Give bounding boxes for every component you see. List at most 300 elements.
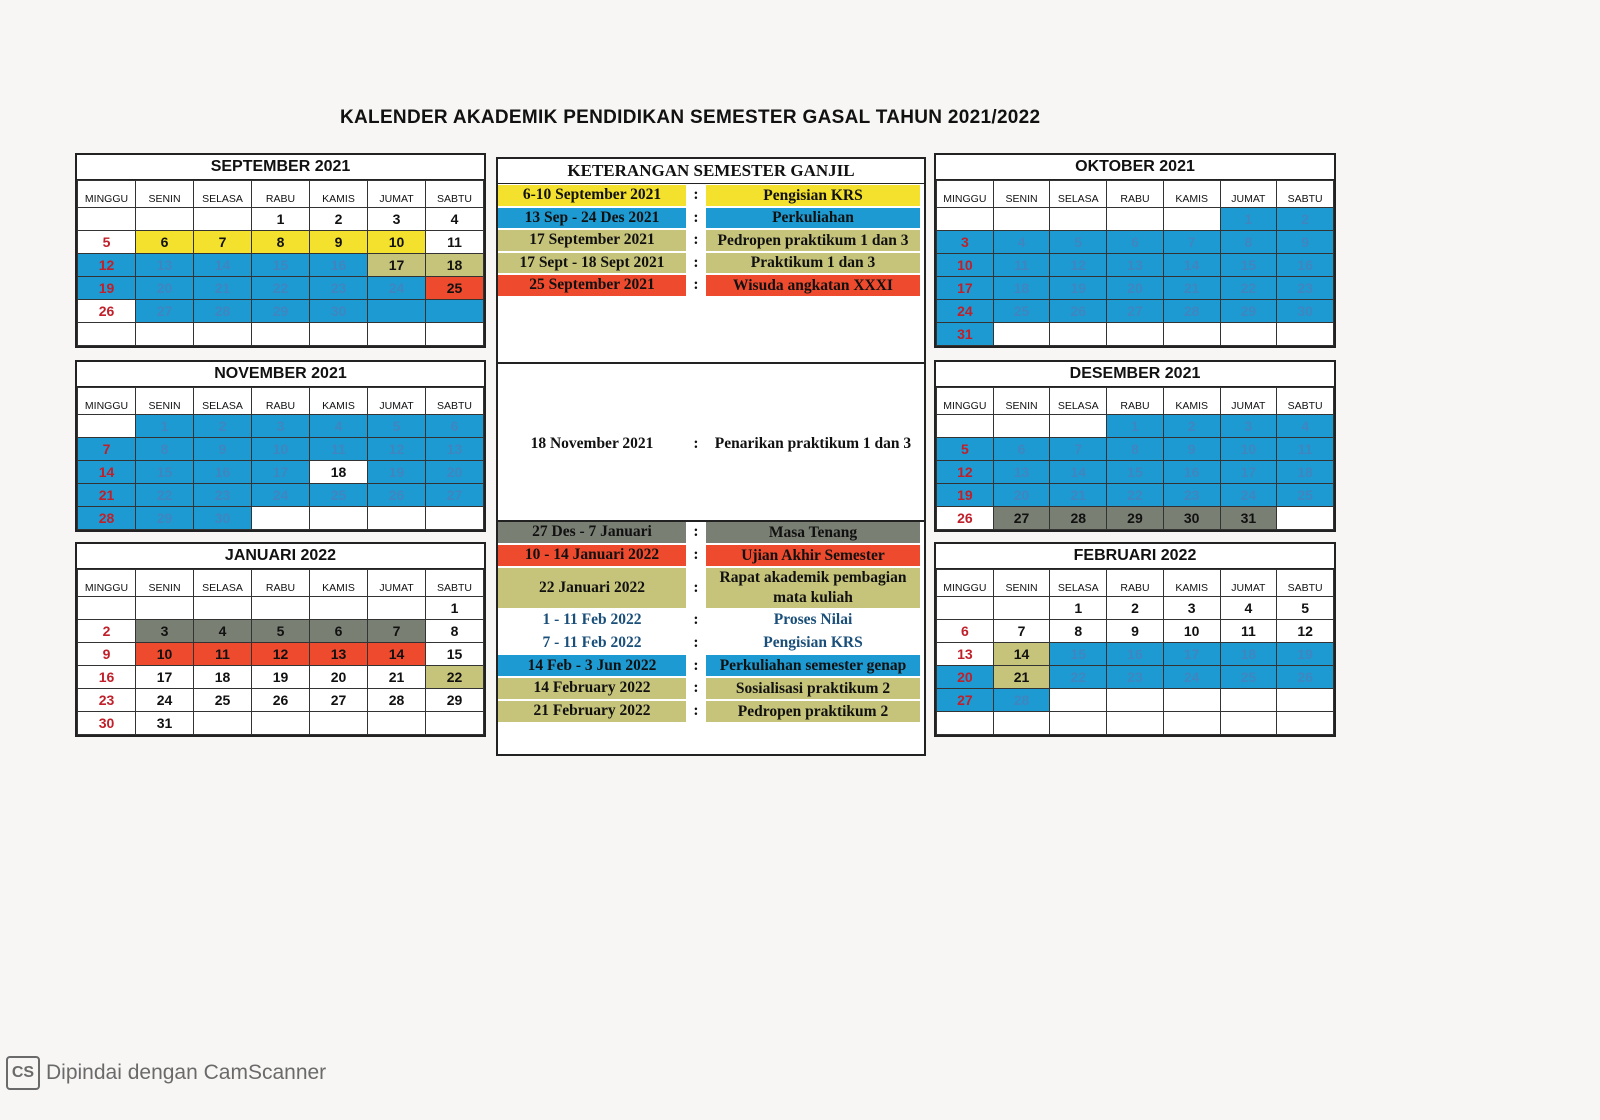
day-cell (310, 597, 368, 620)
day-cell (993, 208, 1050, 231)
legend-title: KETERANGAN SEMESTER GANJIL (498, 159, 924, 184)
day-cell: 21 (1163, 277, 1220, 300)
day-cell (310, 507, 368, 530)
month-title: JANUARI 2022 (77, 544, 484, 569)
day-cell: 17 (368, 254, 426, 277)
day-cell: 30 (310, 300, 368, 323)
month-grid (77, 387, 484, 530)
weekday-header-row (78, 181, 484, 208)
day-cell (1050, 712, 1107, 735)
day-cell: 5 (78, 231, 136, 254)
day-cell: 4 (310, 415, 368, 438)
day-cell (1163, 323, 1220, 346)
day-cell: 30 (194, 507, 252, 530)
day-cell: 29 (426, 689, 484, 712)
day-cell: 19 (1050, 277, 1107, 300)
day-cell: 10 (1220, 438, 1277, 461)
weekday-header: MINGGU (937, 570, 994, 597)
weekday-header: MINGGU (78, 570, 136, 597)
day-cell (993, 415, 1050, 438)
day-cell (1050, 208, 1107, 231)
legend-event: Praktikum 1 dan 3 (706, 253, 920, 274)
day-cell: 28 (993, 689, 1050, 712)
day-cell: 22 (426, 666, 484, 689)
month-title: FEBRUARI 2022 (936, 544, 1334, 569)
day-cell: 1 (1107, 415, 1164, 438)
legend-row (498, 632, 924, 653)
day-cell: 6 (310, 620, 368, 643)
day-cell: 1 (1220, 208, 1277, 231)
week-row (937, 666, 1334, 689)
day-cell: 17 (252, 461, 310, 484)
day-cell: 31 (136, 712, 194, 735)
weekday-header: SELASA (194, 570, 252, 597)
legend-date: 13 Sep - 24 Des 2021 (498, 208, 686, 229)
day-cell: 2 (1163, 415, 1220, 438)
day-cell (1220, 323, 1277, 346)
day-cell: 9 (194, 438, 252, 461)
day-cell: 23 (1163, 484, 1220, 507)
week-row (937, 323, 1334, 346)
legend-row (498, 568, 924, 608)
day-cell: 11 (993, 254, 1050, 277)
legend-date: 17 September 2021 (498, 230, 686, 251)
weekday-header: RABU (1107, 181, 1164, 208)
day-cell (993, 712, 1050, 735)
day-cell: 6 (426, 415, 484, 438)
week-row (937, 300, 1334, 323)
day-cell: 21 (194, 277, 252, 300)
day-cell: 16 (1163, 461, 1220, 484)
day-cell: 12 (252, 643, 310, 666)
day-cell (1220, 712, 1277, 735)
day-cell (252, 712, 310, 735)
day-cell: 26 (368, 484, 426, 507)
day-cell (78, 597, 136, 620)
day-cell: 15 (252, 254, 310, 277)
weekday-header: JUMAT (1220, 570, 1277, 597)
day-cell: 13 (426, 438, 484, 461)
day-cell: 21 (368, 666, 426, 689)
day-cell (136, 323, 194, 346)
month-grid (936, 569, 1334, 735)
day-cell (252, 323, 310, 346)
day-cell: 16 (1277, 254, 1334, 277)
week-row (937, 484, 1334, 507)
day-cell (194, 712, 252, 735)
day-cell (78, 208, 136, 231)
day-cell: 27 (136, 300, 194, 323)
weekday-header: KAMIS (310, 570, 368, 597)
legend-colon: : (693, 679, 699, 697)
legend-date: 25 September 2021 (498, 275, 686, 296)
day-cell: 4 (993, 231, 1050, 254)
camscanner-logo-icon: CS (6, 1056, 40, 1090)
legend-colon: : (693, 633, 699, 651)
weekday-header: SABTU (1277, 388, 1334, 415)
day-cell: 12 (937, 461, 994, 484)
day-cell: 28 (78, 507, 136, 530)
week-row (78, 689, 484, 712)
day-cell: 13 (993, 461, 1050, 484)
day-cell: 24 (937, 300, 994, 323)
calendar-februari-2022 (934, 542, 1336, 737)
day-cell: 1 (1050, 597, 1107, 620)
weekday-header: SELASA (1050, 181, 1107, 208)
day-cell: 27 (993, 507, 1050, 530)
calendar-november-2021 (75, 360, 486, 532)
month-title: SEPTEMBER 2021 (77, 155, 484, 180)
day-cell: 10 (937, 254, 994, 277)
day-cell (368, 712, 426, 735)
day-cell: 22 (1220, 277, 1277, 300)
weekday-header: SENIN (993, 570, 1050, 597)
legend-row (498, 230, 924, 251)
day-cell: 7 (1163, 231, 1220, 254)
weekday-header: SELASA (1050, 570, 1107, 597)
day-cell: 15 (426, 643, 484, 666)
day-cell: 23 (194, 484, 252, 507)
watermark-text: Dipindai dengan CamScanner (46, 1061, 327, 1084)
legend-colon: : (693, 610, 699, 628)
week-row (937, 254, 1334, 277)
day-cell: 16 (78, 666, 136, 689)
legend-event: Masa Tenang (706, 522, 920, 543)
day-cell: 21 (993, 666, 1050, 689)
legend-date: 17 Sept - 18 Sept 2021 (498, 253, 686, 274)
day-cell (426, 507, 484, 530)
day-cell: 23 (310, 277, 368, 300)
day-cell: 19 (78, 277, 136, 300)
legend-colon: : (693, 186, 699, 204)
weekday-header-row (937, 570, 1334, 597)
day-cell: 16 (1107, 643, 1164, 666)
week-row (78, 323, 484, 346)
legend-event: Pengisian KRS (763, 634, 863, 652)
day-cell: 2 (1107, 597, 1164, 620)
day-cell: 25 (426, 277, 484, 300)
day-cell: 7 (993, 620, 1050, 643)
day-cell (252, 507, 310, 530)
calendar-desember-2021 (934, 360, 1336, 532)
day-cell: 1 (136, 415, 194, 438)
day-cell: 19 (368, 461, 426, 484)
legend-row (498, 253, 924, 274)
day-cell (194, 208, 252, 231)
legend-row (498, 678, 924, 699)
weekday-header-row (78, 570, 484, 597)
legend-event: Ujian Akhir Semester (706, 545, 920, 566)
legend-event: Pengisian KRS (706, 185, 920, 206)
day-cell: 19 (252, 666, 310, 689)
day-cell: 31 (1220, 507, 1277, 530)
day-cell: 15 (136, 461, 194, 484)
day-cell (1163, 689, 1220, 712)
day-cell: 3 (252, 415, 310, 438)
weekday-header: SABTU (1277, 181, 1334, 208)
weekday-header: JUMAT (368, 181, 426, 208)
day-cell: 10 (368, 231, 426, 254)
legend-divider (498, 362, 924, 364)
weekday-header: JUMAT (368, 388, 426, 415)
day-cell: 9 (310, 231, 368, 254)
week-row (937, 415, 1334, 438)
day-cell: 30 (1163, 507, 1220, 530)
legend-event: Pedropen praktikum 1 dan 3 (706, 230, 920, 251)
weekday-header-row (937, 388, 1334, 415)
day-cell: 17 (937, 277, 994, 300)
day-cell: 23 (78, 689, 136, 712)
day-cell: 17 (1163, 643, 1220, 666)
day-cell: 24 (252, 484, 310, 507)
day-cell: 15 (1107, 461, 1164, 484)
day-cell (1163, 208, 1220, 231)
day-cell (1107, 712, 1164, 735)
day-cell: 22 (1107, 484, 1164, 507)
day-cell (252, 597, 310, 620)
day-cell: 14 (1163, 254, 1220, 277)
day-cell: 7 (1050, 438, 1107, 461)
day-cell: 5 (252, 620, 310, 643)
day-cell: 12 (1050, 254, 1107, 277)
day-cell (937, 597, 994, 620)
weekday-header: KAMIS (1163, 388, 1220, 415)
day-cell: 25 (310, 484, 368, 507)
day-cell: 9 (78, 643, 136, 666)
day-cell: 9 (1107, 620, 1164, 643)
day-cell (1107, 323, 1164, 346)
day-cell: 2 (78, 620, 136, 643)
day-cell: 18 (426, 254, 484, 277)
week-row (937, 231, 1334, 254)
weekday-header: RABU (1107, 388, 1164, 415)
day-cell: 31 (937, 323, 994, 346)
legend-colon: : (693, 276, 699, 294)
weekday-header: SABTU (426, 570, 484, 597)
day-cell: 3 (368, 208, 426, 231)
day-cell: 8 (252, 231, 310, 254)
legend-event: Rapat akademik pembagian mata kuliah (706, 568, 920, 608)
legend-row (498, 275, 924, 296)
day-cell: 7 (368, 620, 426, 643)
day-cell: 3 (1220, 415, 1277, 438)
day-cell: 10 (252, 438, 310, 461)
day-cell: 24 (368, 277, 426, 300)
day-cell: 9 (1163, 438, 1220, 461)
day-cell: 29 (1107, 507, 1164, 530)
legend-row (498, 701, 924, 722)
week-row (937, 277, 1334, 300)
month-grid (77, 180, 484, 346)
legend-event: Sosialisasi praktikum 2 (706, 678, 920, 699)
day-cell: 25 (993, 300, 1050, 323)
month-title: NOVEMBER 2021 (77, 362, 484, 387)
weekday-header: SELASA (1050, 388, 1107, 415)
legend-date: 27 Des - 7 Januari (498, 522, 686, 543)
legend-panel (496, 157, 926, 756)
weekday-header: RABU (1107, 570, 1164, 597)
day-cell (310, 323, 368, 346)
day-cell: 23 (1277, 277, 1334, 300)
legend-event: Penarikan praktikum 1 dan 3 (714, 435, 912, 453)
legend-colon: : (693, 208, 699, 226)
day-cell (368, 507, 426, 530)
day-cell (368, 323, 426, 346)
day-cell: 3 (136, 620, 194, 643)
day-cell: 25 (194, 689, 252, 712)
day-cell: 20 (993, 484, 1050, 507)
day-cell: 28 (1050, 507, 1107, 530)
week-row (78, 597, 484, 620)
weekday-header: RABU (252, 388, 310, 415)
day-cell (426, 323, 484, 346)
day-cell (937, 712, 994, 735)
day-cell: 2 (194, 415, 252, 438)
weekday-header: KAMIS (1163, 570, 1220, 597)
weekday-header: RABU (252, 181, 310, 208)
legend-colon: : (693, 253, 699, 271)
legend-row (498, 185, 924, 206)
day-cell: 28 (368, 689, 426, 712)
day-cell (426, 300, 484, 323)
day-cell: 18 (310, 461, 368, 484)
day-cell (1277, 712, 1334, 735)
legend-event: Proses Nilai (773, 611, 853, 629)
week-row (937, 597, 1334, 620)
week-row (937, 689, 1334, 712)
day-cell: 13 (136, 254, 194, 277)
day-cell: 1 (426, 597, 484, 620)
day-cell: 26 (252, 689, 310, 712)
day-cell: 20 (136, 277, 194, 300)
day-cell (1163, 712, 1220, 735)
legend-date: 1 - 11 Feb 2022 (542, 610, 642, 628)
day-cell (1107, 689, 1164, 712)
day-cell: 16 (310, 254, 368, 277)
day-cell: 15 (1220, 254, 1277, 277)
week-row (78, 300, 484, 323)
day-cell: 1 (252, 208, 310, 231)
day-cell: 18 (993, 277, 1050, 300)
day-cell: 10 (1163, 620, 1220, 643)
day-cell: 9 (1277, 231, 1334, 254)
day-cell: 13 (1107, 254, 1164, 277)
legend-row (498, 610, 924, 631)
day-cell: 8 (1050, 620, 1107, 643)
day-cell: 29 (252, 300, 310, 323)
weekday-header: JUMAT (368, 570, 426, 597)
day-cell (1277, 323, 1334, 346)
day-cell: 17 (1220, 461, 1277, 484)
week-row (78, 415, 484, 438)
day-cell: 20 (937, 666, 994, 689)
day-cell (194, 323, 252, 346)
day-cell (310, 712, 368, 735)
day-cell: 28 (194, 300, 252, 323)
week-row (78, 461, 484, 484)
legend-row (498, 655, 924, 676)
weekday-header: KAMIS (1163, 181, 1220, 208)
day-cell: 22 (1050, 666, 1107, 689)
day-cell: 2 (1277, 208, 1334, 231)
day-cell (136, 597, 194, 620)
day-cell: 26 (1277, 666, 1334, 689)
day-cell: 19 (1277, 643, 1334, 666)
legend-date: 14 February 2022 (498, 678, 686, 699)
legend-date: 6-10 September 2021 (498, 185, 686, 206)
day-cell: 27 (310, 689, 368, 712)
month-grid (936, 387, 1334, 530)
week-row (78, 712, 484, 735)
day-cell (78, 323, 136, 346)
weekday-header: SABTU (426, 181, 484, 208)
month-title: OKTOBER 2021 (936, 155, 1334, 180)
day-cell: 26 (937, 507, 994, 530)
week-row (78, 208, 484, 231)
day-cell: 14 (1050, 461, 1107, 484)
day-cell: 30 (1277, 300, 1334, 323)
camscanner-watermark (6, 1056, 326, 1090)
day-cell: 15 (1050, 643, 1107, 666)
day-cell: 18 (1220, 643, 1277, 666)
day-cell: 25 (1277, 484, 1334, 507)
day-cell: 11 (426, 231, 484, 254)
day-cell: 16 (194, 461, 252, 484)
week-row (78, 484, 484, 507)
day-cell (993, 323, 1050, 346)
legend-colon: : (693, 231, 699, 249)
day-cell: 18 (194, 666, 252, 689)
weekday-header: MINGGU (937, 181, 994, 208)
day-cell: 2 (310, 208, 368, 231)
day-cell: 11 (194, 643, 252, 666)
day-cell: 5 (1050, 231, 1107, 254)
day-cell: 29 (1220, 300, 1277, 323)
day-cell: 14 (368, 643, 426, 666)
day-cell: 7 (78, 438, 136, 461)
day-cell (1050, 323, 1107, 346)
day-cell: 22 (252, 277, 310, 300)
weekday-header: SENIN (136, 388, 194, 415)
day-cell: 17 (136, 666, 194, 689)
month-grid (77, 569, 484, 735)
day-cell: 12 (368, 438, 426, 461)
day-cell: 3 (937, 231, 994, 254)
day-cell: 14 (194, 254, 252, 277)
legend-date: 18 November 2021 (530, 435, 654, 452)
week-row (78, 277, 484, 300)
calendar-oktober-2021 (934, 153, 1336, 348)
day-cell: 4 (1220, 597, 1277, 620)
week-row (937, 461, 1334, 484)
day-cell (1220, 689, 1277, 712)
day-cell: 6 (937, 620, 994, 643)
day-cell: 4 (426, 208, 484, 231)
weekday-header: KAMIS (310, 181, 368, 208)
day-cell (1107, 208, 1164, 231)
legend-colon: : (693, 546, 699, 564)
day-cell: 6 (993, 438, 1050, 461)
day-cell: 13 (310, 643, 368, 666)
weekday-header: SENIN (993, 388, 1050, 415)
week-row (937, 208, 1334, 231)
legend-colon: : (693, 435, 699, 452)
day-cell: 22 (136, 484, 194, 507)
day-cell: 25 (1220, 666, 1277, 689)
day-cell: 23 (1107, 666, 1164, 689)
legend-row (498, 208, 924, 229)
day-cell: 30 (78, 712, 136, 735)
